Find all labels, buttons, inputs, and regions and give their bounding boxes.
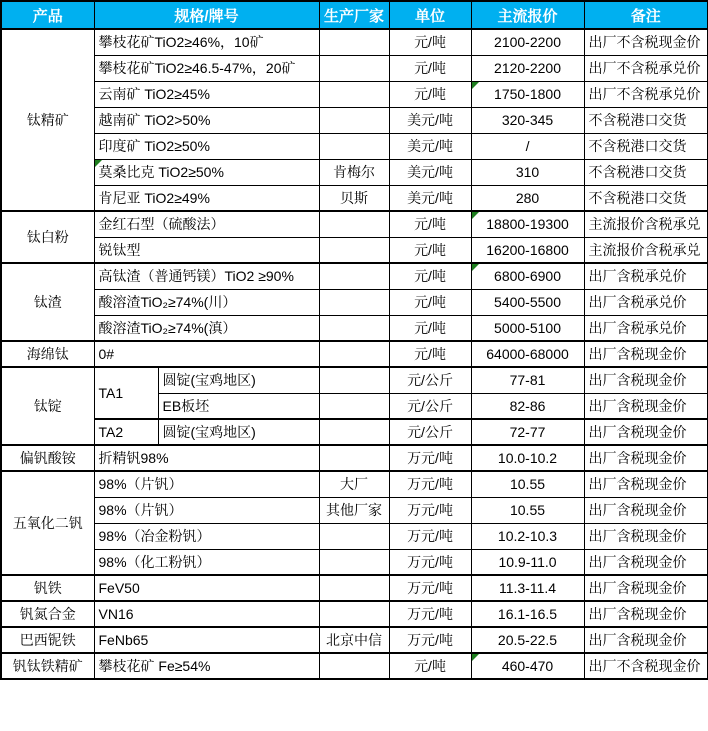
maker-cell xyxy=(319,445,389,471)
unit-cell: 元/吨 xyxy=(389,29,471,55)
table-row xyxy=(1,367,708,393)
note-cell: 不含税港口交货 xyxy=(584,185,708,211)
price-cell: 20.5-22.5 xyxy=(471,627,584,653)
spec-cell: 攀枝花矿TiO2≥46%，10矿 xyxy=(94,29,319,55)
table-row xyxy=(1,601,708,627)
spec-cell: 攀枝花矿 Fe≥54% xyxy=(94,653,319,679)
table-row xyxy=(1,549,708,575)
price-cell: 82-86 xyxy=(471,393,584,419)
table-row xyxy=(1,185,708,211)
unit-cell: 万元/吨 xyxy=(389,497,471,523)
green-triangle-icon xyxy=(472,82,479,89)
table-row xyxy=(1,133,708,159)
product-cell: 钛锭 xyxy=(1,367,94,445)
price-cell: 10.2-10.3 xyxy=(471,523,584,549)
maker-cell: 大厂 xyxy=(319,471,389,497)
unit-cell: 元/吨 xyxy=(389,315,471,341)
maker-cell xyxy=(319,211,389,237)
table-row xyxy=(1,419,708,445)
maker-cell: 北京中信 xyxy=(319,627,389,653)
unit-cell: 美元/吨 xyxy=(389,159,471,185)
product-cell: 钛白粉 xyxy=(1,211,94,263)
maker-cell xyxy=(319,523,389,549)
spec-cell: 折精钒98% xyxy=(94,445,319,471)
spec-cell xyxy=(94,159,319,185)
table-row xyxy=(1,81,708,107)
maker-cell xyxy=(319,367,389,393)
green-triangle-icon xyxy=(472,654,479,661)
note-cell: 出厂不含税现金价 xyxy=(584,29,708,55)
price-cell: 72-77 xyxy=(471,419,584,445)
product-cell: 钛精矿 xyxy=(1,29,94,211)
price-cell: 77-81 xyxy=(471,367,584,393)
maker-cell xyxy=(319,289,389,315)
unit-cell: 元/吨 xyxy=(389,289,471,315)
maker-cell xyxy=(319,29,389,55)
maker-cell: 肯梅尔 xyxy=(319,159,389,185)
product-cell: 巴西铌铁 xyxy=(1,627,94,653)
col-header-spec: 规格/牌号 xyxy=(94,1,319,29)
spec-cell: VN16 xyxy=(94,601,319,627)
note-cell: 出厂含税现金价 xyxy=(584,445,708,471)
maker-cell xyxy=(319,237,389,263)
note-cell: 出厂含税现金价 xyxy=(584,575,708,601)
col-header-price: 主流报价 xyxy=(471,1,584,29)
unit-cell: 元/公斤 xyxy=(389,393,471,419)
unit-cell: 元/吨 xyxy=(389,81,471,107)
price-cell: 5400-5500 xyxy=(471,289,584,315)
price-value: 6800-6900 xyxy=(494,268,561,285)
note-cell: 不含税港口交货 xyxy=(584,159,708,185)
table-row xyxy=(1,55,708,81)
grade-cell: TA1 xyxy=(94,367,158,419)
table-row xyxy=(1,29,708,55)
table-row xyxy=(1,497,708,523)
note-cell: 主流报价含税承兑 xyxy=(584,237,708,263)
price-value: 18800-19300 xyxy=(486,216,569,233)
table-row xyxy=(1,107,708,133)
col-header-note: 备注 xyxy=(584,1,708,29)
note-cell: 出厂含税现金价 xyxy=(584,419,708,445)
table-row xyxy=(1,341,708,367)
col-header-unit: 单位 xyxy=(389,1,471,29)
maker-cell xyxy=(319,107,389,133)
table-row xyxy=(1,237,708,263)
spec-cell: 圆锭(宝鸡地区) xyxy=(158,419,319,445)
price-cell: 64000-68000 xyxy=(471,341,584,367)
spec-cell: 98%（化工粉钒） xyxy=(94,549,319,575)
maker-cell xyxy=(319,315,389,341)
unit-cell: 元/吨 xyxy=(389,341,471,367)
price-cell xyxy=(471,211,584,237)
col-header-product: 产品 xyxy=(1,1,94,29)
maker-cell: 其他厂家 xyxy=(319,497,389,523)
table-row xyxy=(1,263,708,289)
note-cell: 不含税港口交货 xyxy=(584,133,708,159)
spec-cell: 印度矿 TiO2≥50% xyxy=(94,133,319,159)
maker-cell xyxy=(319,341,389,367)
product-cell: 五氧化二钒 xyxy=(1,471,94,575)
note-cell: 出厂含税承兑价 xyxy=(584,289,708,315)
spec-cell: 98%（片钒） xyxy=(94,497,319,523)
price-cell: 2120-2200 xyxy=(471,55,584,81)
price-value: 1750-1800 xyxy=(494,86,561,102)
table-row xyxy=(1,315,708,341)
price-cell: 11.3-11.4 xyxy=(471,575,584,601)
note-cell: 出厂含税承兑价 xyxy=(584,315,708,341)
spec-cell: EB板坯 xyxy=(158,393,319,419)
spec-cell: FeNb65 xyxy=(94,627,319,653)
unit-cell: 元/公斤 xyxy=(389,367,471,393)
unit-cell: 元/公斤 xyxy=(389,419,471,445)
product-cell: 钛渣 xyxy=(1,263,94,341)
price-cell: 320-345 xyxy=(471,107,584,133)
unit-cell: 元/吨 xyxy=(389,237,471,263)
price-cell: 310 xyxy=(471,159,584,185)
spec-cell: FeV50 xyxy=(94,575,319,601)
price-cell xyxy=(471,81,584,107)
maker-cell xyxy=(319,575,389,601)
unit-cell: 万元/吨 xyxy=(389,627,471,653)
spec-cell: 高钛渣（普通钙镁）TiO2 ≥90% xyxy=(94,263,319,289)
spec-cell: 攀枝花矿TiO2≥46.5-47%，20矿 xyxy=(94,55,319,81)
spec-cell: 金红石型（硫酸法） xyxy=(94,211,319,237)
unit-cell: 元/吨 xyxy=(389,55,471,81)
green-triangle-icon xyxy=(472,212,479,219)
price-cell: 2100-2200 xyxy=(471,29,584,55)
unit-cell: 万元/吨 xyxy=(389,549,471,575)
unit-cell: 美元/吨 xyxy=(389,185,471,211)
spec-cell: 锐钛型 xyxy=(94,237,319,263)
unit-cell: 万元/吨 xyxy=(389,523,471,549)
maker-cell xyxy=(319,653,389,679)
table-row xyxy=(1,523,708,549)
note-cell: 出厂含税现金价 xyxy=(584,497,708,523)
table-header xyxy=(1,1,708,29)
table-row xyxy=(1,211,708,237)
green-triangle-icon xyxy=(95,160,102,167)
table-row xyxy=(1,627,708,653)
note-cell: 出厂含税现金价 xyxy=(584,549,708,575)
note-cell: 出厂含税现金价 xyxy=(584,523,708,549)
unit-cell: 万元/吨 xyxy=(389,445,471,471)
price-cell: / xyxy=(471,133,584,159)
price-cell: 10.55 xyxy=(471,497,584,523)
unit-cell: 万元/吨 xyxy=(389,471,471,497)
spec-cell: 酸溶渣TiO₂≥74%(川） xyxy=(94,289,319,315)
unit-cell: 美元/吨 xyxy=(389,133,471,159)
spec-cell: 肯尼亚 TiO2≥49% xyxy=(94,185,319,211)
spec-cell: 98%（片钒） xyxy=(94,471,319,497)
table-row xyxy=(1,445,708,471)
price-cell xyxy=(471,653,584,679)
table-row xyxy=(1,653,708,679)
maker-cell xyxy=(319,55,389,81)
table-row xyxy=(1,575,708,601)
table-row xyxy=(1,159,708,185)
table-row xyxy=(1,471,708,497)
spec-cell: 0# xyxy=(94,341,319,367)
header-row xyxy=(1,1,708,29)
green-triangle-icon xyxy=(472,264,479,271)
note-cell: 出厂含税现金价 xyxy=(584,601,708,627)
table-row xyxy=(1,289,708,315)
spec-cell: 98%（冶金粉钒） xyxy=(94,523,319,549)
price-cell: 10.55 xyxy=(471,471,584,497)
note-cell: 出厂含税现金价 xyxy=(584,367,708,393)
unit-cell: 美元/吨 xyxy=(389,107,471,133)
product-cell: 钒钛铁精矿 xyxy=(1,653,94,679)
spec-cell: 云南矿 TiO2≥45% xyxy=(94,81,319,107)
note-cell: 出厂含税现金价 xyxy=(584,393,708,419)
grade-cell: TA2 xyxy=(94,419,158,445)
price-cell: 5000-5100 xyxy=(471,315,584,341)
maker-cell xyxy=(319,601,389,627)
product-cell: 钒氮合金 xyxy=(1,601,94,627)
unit-cell: 万元/吨 xyxy=(389,601,471,627)
maker-cell xyxy=(319,133,389,159)
product-cell: 偏钒酸铵 xyxy=(1,445,94,471)
maker-cell xyxy=(319,549,389,575)
unit-cell: 元/吨 xyxy=(389,653,471,679)
note-cell: 出厂不含税承兑价 xyxy=(584,55,708,81)
price-cell: 10.9-11.0 xyxy=(471,549,584,575)
price-cell: 16.1-16.5 xyxy=(471,601,584,627)
spec-value: 莫桑比克 TiO2≥50% xyxy=(98,164,224,180)
unit-cell: 万元/吨 xyxy=(389,575,471,601)
maker-cell xyxy=(319,263,389,289)
spec-cell: 圆锭(宝鸡地区) xyxy=(158,367,319,393)
price-cell: 10.0-10.2 xyxy=(471,445,584,471)
maker-cell: 贝斯 xyxy=(319,185,389,211)
note-cell: 不含税港口交货 xyxy=(584,107,708,133)
price-cell: 16200-16800 xyxy=(471,237,584,263)
note-cell: 出厂不含税现金价 xyxy=(584,653,708,679)
note-cell: 主流报价含税承兑 xyxy=(584,211,708,237)
note-cell: 出厂不含税承兑价 xyxy=(584,81,708,107)
unit-cell: 元/吨 xyxy=(389,263,471,289)
product-cell: 海绵钛 xyxy=(1,341,94,367)
note-cell: 出厂含税现金价 xyxy=(584,627,708,653)
col-header-maker: 生产厂家 xyxy=(319,1,389,29)
note-cell: 出厂含税现金价 xyxy=(584,341,708,367)
price-cell xyxy=(471,263,584,289)
price-value: 460-470 xyxy=(501,658,554,674)
maker-cell xyxy=(319,419,389,445)
maker-cell xyxy=(319,393,389,419)
price-cell: 280 xyxy=(471,185,584,211)
spec-cell: 越南矿 TiO2>50% xyxy=(94,107,319,133)
spec-cell: 酸溶渣TiO₂≥74%(滇） xyxy=(94,315,319,341)
note-cell: 出厂含税现金价 xyxy=(584,471,708,497)
maker-cell xyxy=(319,81,389,107)
note-cell: 出厂含税承兑价 xyxy=(584,263,708,289)
unit-cell: 元/吨 xyxy=(389,211,471,237)
product-cell: 钒铁 xyxy=(1,575,94,601)
